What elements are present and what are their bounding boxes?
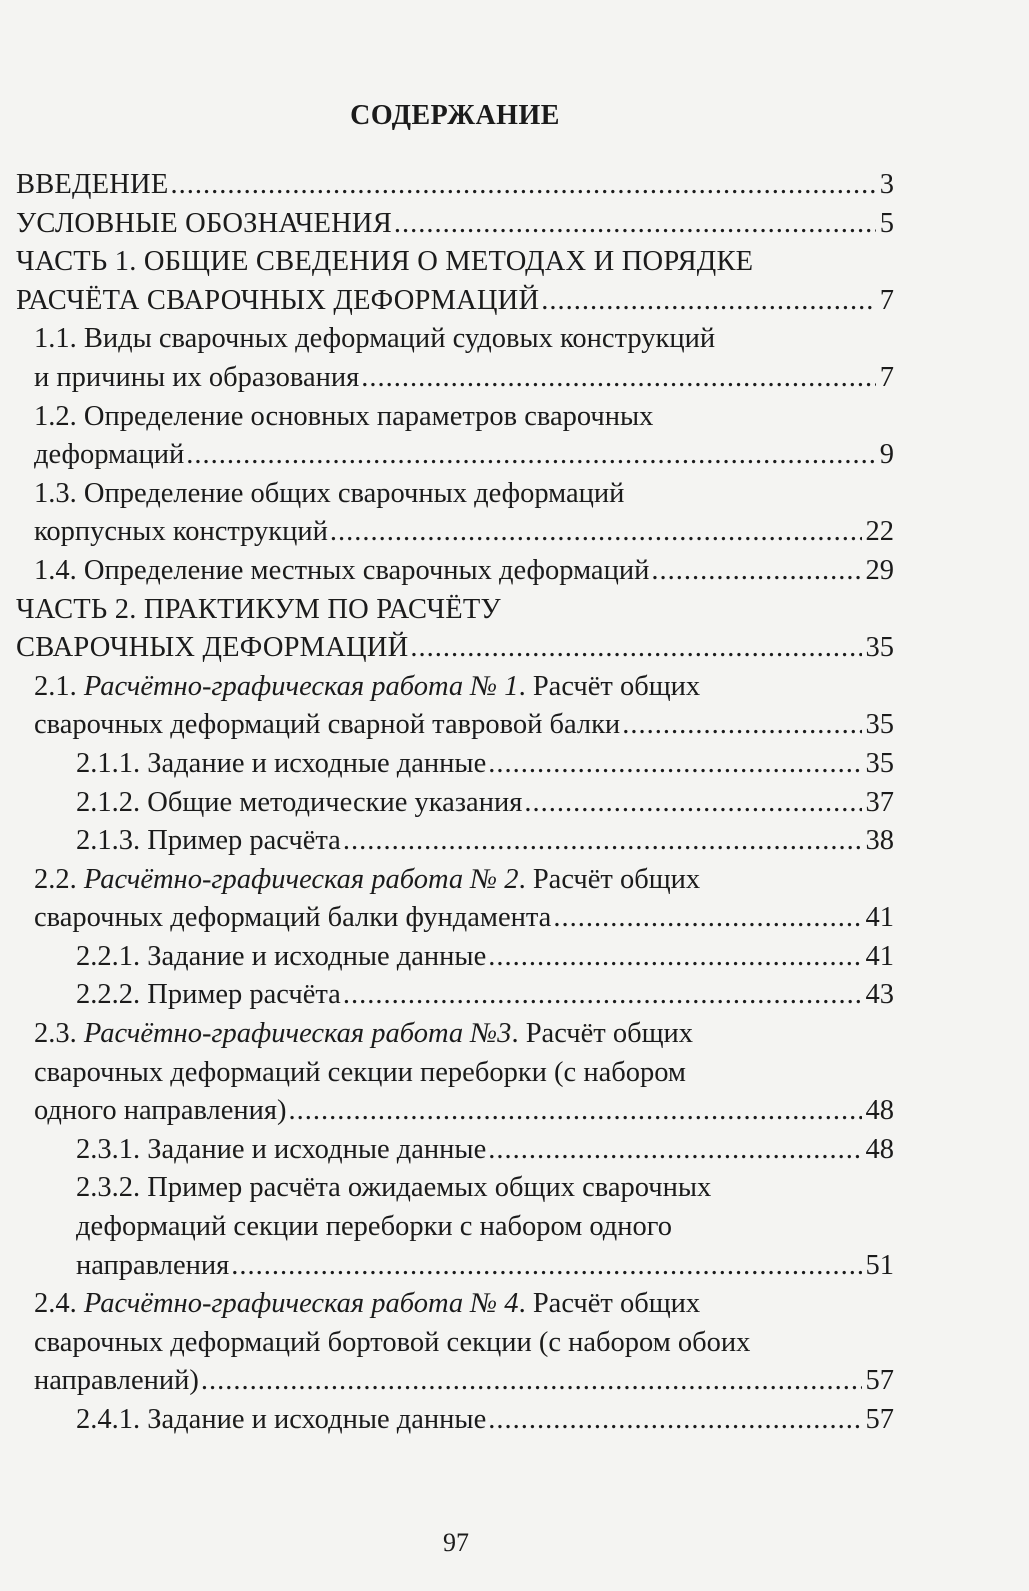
toc-entry-title-line bbox=[34, 1285, 894, 1324]
toc-entry-text: РАСЧЁТА СВАРОЧНЫХ ДЕФОРМАЦИЙ bbox=[16, 284, 540, 316]
toc-entry-line bbox=[76, 1208, 894, 1247]
toc-entry-title-line bbox=[34, 1015, 894, 1054]
toc-entry bbox=[16, 243, 894, 320]
toc-entry-last-line bbox=[34, 1362, 894, 1401]
toc-entry-title-line bbox=[34, 861, 894, 900]
toc-entry bbox=[16, 591, 894, 668]
toc-entry-text: СВАРОЧНЫХ ДЕФОРМАЦИЙ bbox=[16, 632, 409, 664]
toc-entry-line bbox=[34, 475, 894, 514]
toc-page-number: 48 bbox=[865, 1133, 894, 1165]
dot-leader bbox=[488, 1401, 861, 1440]
toc-entry-number: 2.4. bbox=[34, 1288, 84, 1320]
toc-page-number: 38 bbox=[865, 825, 894, 857]
toc-entry-text: 2.1.3. Пример расчёта bbox=[76, 825, 341, 857]
toc-entry-last-line bbox=[16, 166, 894, 205]
toc-page-number: 5 bbox=[879, 207, 894, 239]
toc-entry-line bbox=[34, 320, 894, 359]
toc-entry-text: 2.3.1. Задание и исходные данные bbox=[76, 1133, 487, 1165]
toc-entry bbox=[76, 1169, 894, 1285]
toc-entry-line bbox=[76, 1169, 894, 1208]
toc-entry-text: 2.4.1. Задание и исходные данные bbox=[76, 1404, 487, 1435]
toc-page-number: 35 bbox=[865, 632, 894, 664]
toc-entry-last-line bbox=[76, 745, 894, 784]
dot-leader bbox=[488, 938, 861, 977]
dot-leader bbox=[343, 822, 862, 861]
toc-entry-text: 1.3. Определение общих сварочных деформаций bbox=[34, 477, 625, 509]
dot-leader bbox=[541, 282, 876, 321]
toc-entry-text: деформаций bbox=[34, 439, 185, 471]
toc-entry bbox=[34, 552, 894, 591]
toc-page-number: 41 bbox=[865, 940, 894, 972]
toc-entry-last-line bbox=[76, 1247, 894, 1286]
toc-page-number: 51 bbox=[865, 1249, 894, 1281]
toc-entry-last-line bbox=[34, 436, 894, 475]
toc-entry-last-line bbox=[76, 1401, 894, 1440]
toc-entry-last-line bbox=[16, 282, 894, 321]
toc-page-number: 22 bbox=[865, 516, 894, 548]
dot-leader bbox=[361, 359, 876, 398]
toc-entry-title-suffix: . Расчёт общих bbox=[518, 863, 701, 895]
toc-page-number: 57 bbox=[865, 1404, 894, 1435]
toc-page-number: 41 bbox=[865, 902, 894, 934]
toc-entry-text: и причины их образования bbox=[34, 361, 360, 393]
toc-entry-text: 1.2. Определение основных параметров сварочных bbox=[34, 400, 654, 432]
toc-entry-text: одного направления) bbox=[34, 1095, 287, 1127]
toc-entry-work-title: Расчётно-графическая работа № 2 bbox=[83, 863, 519, 895]
table-of-contents bbox=[16, 166, 894, 1440]
toc-page-number: 3 bbox=[879, 169, 894, 200]
dot-leader bbox=[553, 899, 861, 938]
toc-entry bbox=[34, 320, 894, 397]
toc-entry-last-line bbox=[16, 629, 894, 668]
dot-leader bbox=[201, 1362, 862, 1401]
dot-leader bbox=[186, 436, 875, 475]
toc-entry-title-suffix: . Расчёт общих bbox=[518, 670, 701, 702]
toc-entry-last-line bbox=[34, 899, 894, 938]
toc-entry bbox=[76, 938, 894, 977]
toc-entry bbox=[76, 1401, 894, 1440]
toc-entry-text: сварочных деформаций бортовой секции (с набором обоих bbox=[34, 1326, 751, 1358]
toc-page-number: 7 bbox=[879, 361, 894, 393]
toc-entry bbox=[76, 745, 894, 784]
toc-entry-text: ВВЕДЕНИЕ bbox=[16, 169, 169, 200]
toc-entry-last-line bbox=[76, 1131, 894, 1170]
toc-entry bbox=[34, 668, 894, 745]
toc-entry-last-line bbox=[34, 359, 894, 398]
toc-entry-number: 2.3. bbox=[34, 1018, 84, 1050]
toc-entry bbox=[16, 205, 894, 244]
toc-entry-line bbox=[34, 1324, 894, 1363]
dot-leader bbox=[343, 976, 862, 1015]
toc-entry bbox=[34, 1015, 894, 1131]
toc-entry-text: корпусных конструкций bbox=[34, 516, 328, 548]
toc-entry-work-title: Расчётно-графическая работа № 1 bbox=[83, 670, 519, 702]
toc-heading: СОДЕРЖАНИЕ bbox=[350, 100, 560, 131]
toc-page-number: 35 bbox=[865, 747, 894, 779]
toc-page-number: 9 bbox=[879, 439, 894, 471]
toc-entry-text: ЧАСТЬ 2. ПРАКТИКУМ ПО РАСЧЁТУ bbox=[16, 593, 501, 625]
toc-entry bbox=[76, 784, 894, 823]
toc-entry-line bbox=[16, 243, 894, 282]
dot-leader bbox=[394, 205, 876, 244]
toc-entry-work-title: Расчётно-графическая работа №3 bbox=[83, 1018, 512, 1050]
toc-entry-text: направлений) bbox=[34, 1365, 199, 1397]
toc-page-number: 7 bbox=[879, 284, 894, 316]
dot-leader bbox=[488, 745, 861, 784]
dot-leader bbox=[410, 629, 861, 668]
toc-entry-last-line bbox=[34, 1092, 894, 1131]
toc-entry-last-line bbox=[34, 706, 894, 745]
toc-entry-text: ЧАСТЬ 1. ОБЩИЕ СВЕДЕНИЯ О МЕТОДАХ И ПОРЯДКЕ bbox=[16, 246, 754, 278]
toc-entry-text: УСЛОВНЫЕ ОБОЗНАЧЕНИЯ bbox=[16, 207, 392, 239]
dot-leader bbox=[622, 706, 861, 745]
toc-entry-line bbox=[34, 1054, 894, 1093]
toc-entry-text: 2.2.1. Задание и исходные данные bbox=[76, 940, 487, 972]
dot-leader bbox=[289, 1092, 862, 1131]
toc-entry-text: 2.1.1. Задание и исходные данные bbox=[76, 747, 487, 779]
dot-leader bbox=[330, 513, 862, 552]
toc-page-number: 29 bbox=[865, 554, 894, 586]
toc-entry-work-title: Расчётно-графическая работа № 4 bbox=[83, 1288, 519, 1320]
toc-entry-title-line bbox=[34, 668, 894, 707]
toc-entry bbox=[34, 861, 894, 938]
toc-entry bbox=[16, 166, 894, 205]
toc-entry-title-suffix: . Расчёт общих bbox=[511, 1018, 694, 1050]
toc-entry-line bbox=[16, 591, 894, 630]
dot-leader bbox=[170, 166, 875, 205]
toc-entry-last-line bbox=[34, 513, 894, 552]
toc-entry-last-line bbox=[76, 938, 894, 977]
toc-entry-text: 2.1.2. Общие методические указания bbox=[76, 786, 523, 818]
toc-entry bbox=[76, 976, 894, 1015]
dot-leader bbox=[231, 1247, 861, 1286]
toc-page-number: 37 bbox=[865, 786, 894, 818]
toc-entry-last-line bbox=[76, 976, 894, 1015]
dot-leader bbox=[524, 784, 861, 823]
toc-page-number: 57 bbox=[865, 1365, 894, 1397]
toc-entry-last-line bbox=[34, 552, 894, 591]
toc-entry bbox=[34, 475, 894, 552]
toc-entry-line bbox=[34, 398, 894, 437]
toc-entry bbox=[34, 398, 894, 475]
toc-entry-last-line bbox=[16, 205, 894, 244]
toc-entry bbox=[76, 1131, 894, 1170]
toc-entry-text: сварочных деформаций балки фундамента bbox=[34, 902, 552, 934]
toc-entry-title-suffix: . Расчёт общих bbox=[518, 1288, 701, 1320]
toc-entry-text: сварочных деформаций секции переборки (с набором bbox=[34, 1056, 686, 1088]
page-number: 97 bbox=[443, 1528, 469, 1557]
toc-page-number: 43 bbox=[865, 979, 894, 1011]
dot-leader bbox=[488, 1131, 861, 1170]
toc-entry-text: 1.1. Виды сварочных деформаций судовых конструкций bbox=[34, 323, 716, 355]
toc-page-number: 48 bbox=[865, 1095, 894, 1127]
toc-entry-text: 1.4. Определение местных сварочных деформаций bbox=[34, 554, 650, 586]
toc-entry-number: 2.1. bbox=[34, 670, 84, 702]
toc-entry-text: сварочных деформаций сварной тавровой балки bbox=[34, 709, 621, 741]
toc-entry-text: 2.2.2. Пример расчёта bbox=[76, 979, 341, 1011]
toc-entry bbox=[76, 822, 894, 861]
toc-entry-text: направления bbox=[76, 1249, 230, 1281]
toc-entry-last-line bbox=[76, 822, 894, 861]
toc-entry-number: 2.2. bbox=[34, 863, 84, 895]
toc-page-number: 35 bbox=[865, 709, 894, 741]
toc-entry-last-line bbox=[76, 784, 894, 823]
toc-entry-text: деформаций секции переборки с набором одного bbox=[76, 1211, 673, 1243]
toc-entry bbox=[34, 1285, 894, 1401]
dot-leader bbox=[651, 552, 861, 591]
toc-entry-text: 2.3.2. Пример расчёта ожидаемых общих сварочных bbox=[76, 1172, 712, 1204]
